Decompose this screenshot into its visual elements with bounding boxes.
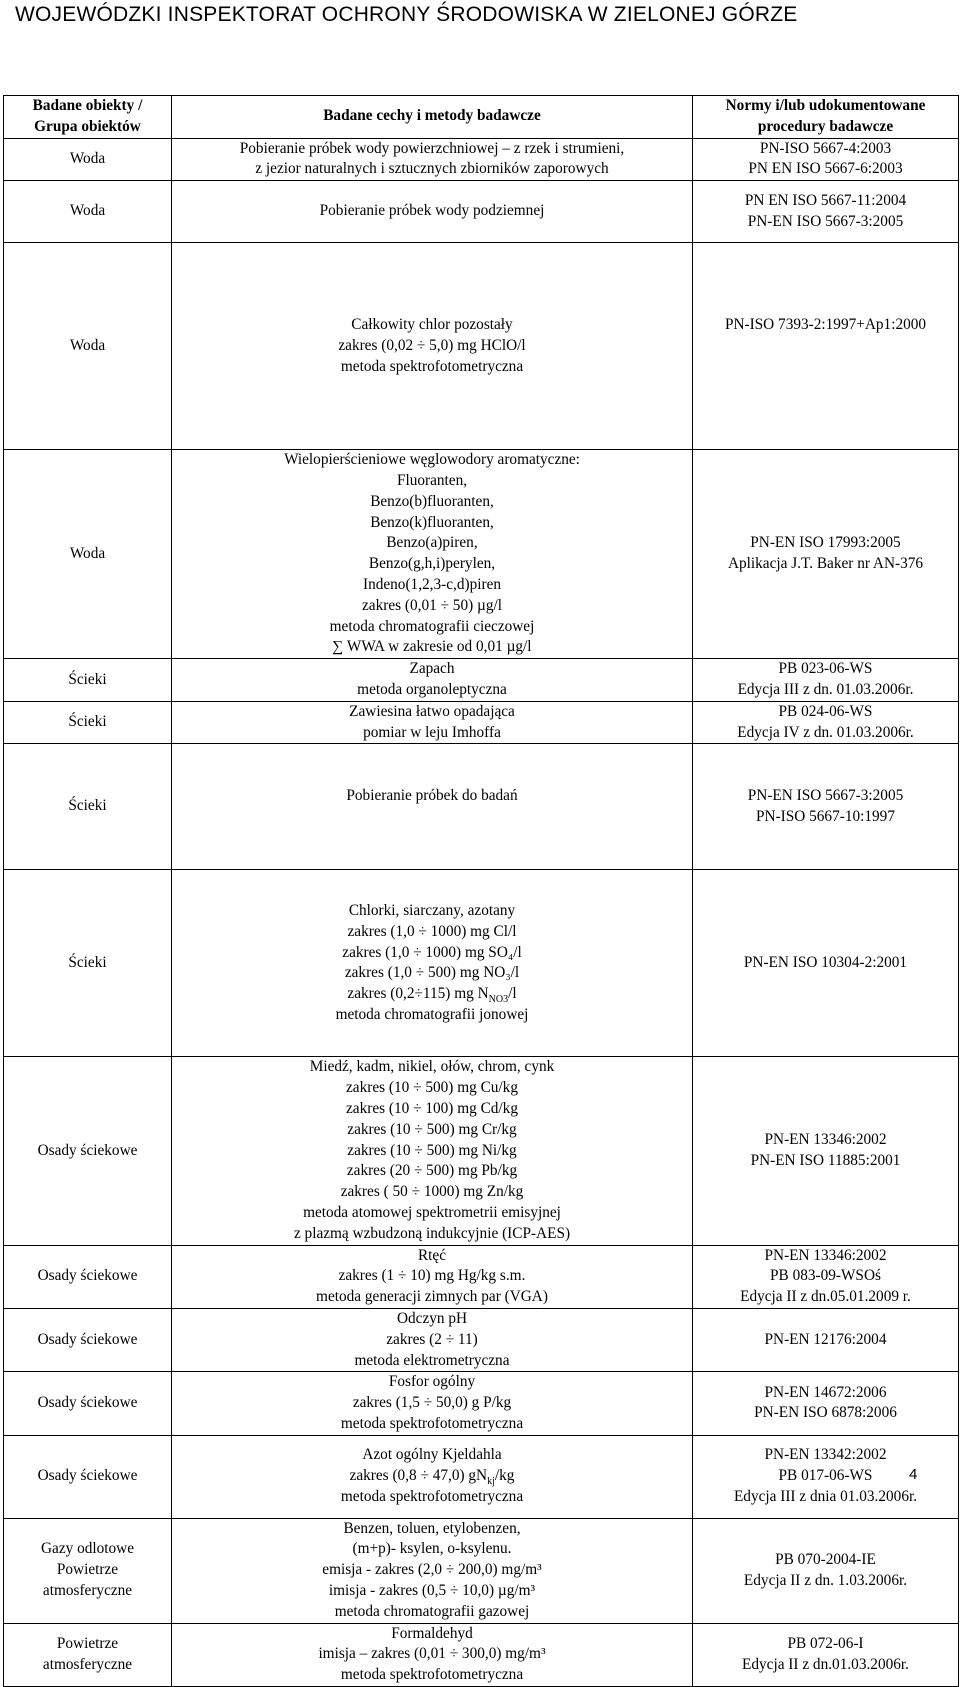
norms-cell: [693, 870, 959, 1057]
text-line: Zapach: [409, 660, 455, 678]
features-cell: [172, 1372, 693, 1435]
norms-cell: [693, 1435, 959, 1518]
text-line: PB 070-2004-IE: [775, 1550, 876, 1568]
page-number: 4: [909, 1466, 918, 1483]
text-line: PB 023-06-WS: [778, 660, 873, 678]
text-line: PN-EN 14672:2006: [764, 1383, 887, 1401]
table-row: [4, 1435, 959, 1518]
text-line: zakres (0,8 ÷ 47,0) $gN_{kj}/kg$: [349, 1467, 515, 1488]
table-row: [4, 181, 959, 243]
text-line: PN-EN ISO 5667-3:2005: [747, 787, 904, 805]
text-line: Gazy odlotowe: [40, 1540, 135, 1558]
text-line: ∑ WWA w zakresie od 0,01 µg/l: [332, 638, 532, 656]
text-line: PN-EN ISO 5667-3:2005: [747, 212, 904, 230]
features-cell: [172, 1435, 693, 1518]
text-line: Wielopierścieniowe węglowodory aromatyczne:: [284, 451, 580, 469]
object-cell: [4, 744, 172, 870]
text-line: Całkowity chlor pozostały: [351, 315, 513, 333]
norms-cell: [693, 1245, 959, 1308]
text-line: metoda spektrofotometryczna: [340, 357, 524, 375]
text-line: Osady ściekowe: [37, 1394, 138, 1412]
text-line: zakres (1,5 ÷ 50,0) g P/kg: [352, 1394, 512, 1412]
table-row: [4, 870, 959, 1057]
text-line: zakres ( 50 ÷ 1000) mg Zn/kg: [340, 1183, 524, 1201]
text-line: Badane cechy i metody badawcze: [323, 107, 541, 125]
features-cell: [172, 181, 693, 243]
features-cell: [172, 1057, 693, 1245]
object-cell: [4, 1372, 172, 1435]
text-line: Edycja IV z dn. 01.03.2006r.: [737, 723, 914, 741]
text-line: Ścieki: [68, 713, 107, 731]
text-line: Fosfor ogólny: [388, 1373, 476, 1391]
text-line: Grupa obiektów: [34, 117, 141, 135]
text-line: zakres (1,0 ÷ 1000) mg Cl/l: [347, 922, 517, 940]
table-row: [4, 701, 959, 744]
norms-cell: [693, 744, 959, 870]
text-line: Fluoranten,: [396, 471, 468, 489]
text-line: zakres (0,01 ÷ 50) µg/l: [362, 596, 502, 614]
text-line: PN EN ISO 5667-6:2003: [748, 160, 903, 178]
norms-cell: [693, 450, 959, 659]
text-line: Edycja III z dn. 01.03.2006r.: [737, 680, 914, 698]
text-line: zakres (1,0 ÷ 1000) mg SO₄/l: [342, 943, 522, 961]
text-line: metoda chromatografii gazowej: [334, 1602, 530, 1620]
text-line: Ścieki: [68, 797, 107, 815]
text-line: metoda elektrometryczna: [354, 1351, 510, 1369]
text-line: Pobieranie próbek wody podziemnej: [319, 202, 545, 220]
text-line: z plazmą wzbudzoną indukcyjnie (ICP-AES): [293, 1224, 571, 1242]
text-line: metoda generacji zimnych par (VGA): [316, 1288, 548, 1306]
text-line: Pobieranie próbek do badań: [346, 787, 518, 805]
norms-cell: [693, 1623, 959, 1686]
header-norms: [693, 96, 959, 139]
text-line: atmosferyczne: [42, 1655, 133, 1673]
text-line: Benzo(a)piren,: [386, 534, 478, 552]
norms-cell: [693, 1308, 959, 1371]
text-line: Badane obiekty /: [32, 97, 143, 114]
text-line: PN EN ISO 5667-11:2004: [744, 191, 907, 209]
table-row: [4, 1518, 959, 1623]
text-line: metoda chromatografii jonowej: [335, 1005, 529, 1023]
text-line: PN-EN 12176:2004: [764, 1330, 887, 1348]
features-cell: [172, 659, 693, 702]
text-line: Chlorki, siarczany, azotany: [348, 901, 516, 919]
text-line: Woda: [69, 336, 106, 354]
text-line: zakres (10 ÷ 100) mg Cd/kg: [346, 1099, 518, 1117]
text-line: PN-EN ISO 6878:2006: [754, 1404, 897, 1422]
text-line: Powietrze: [56, 1635, 119, 1653]
object-cell: [4, 1057, 172, 1245]
text-line: metoda organoleptyczna: [357, 680, 507, 698]
features-cell: [172, 1245, 693, 1308]
header-objects: [4, 96, 172, 139]
text-line: metoda atomowej spektrometrii emisyjnej: [303, 1203, 561, 1221]
text-line: PN-EN 13342:2002: [764, 1446, 887, 1464]
text-line: Miedź, kadm, nikiel, ołów, chrom, cynk: [309, 1058, 555, 1076]
text-line: Osady ściekowe: [37, 1267, 138, 1285]
text-line: [696, 336, 955, 357]
text-line: Edycja II z dn. 1.03.2006r.: [743, 1571, 908, 1589]
text-line: Indeno(1,2,3-c,d)piren: [362, 575, 502, 593]
text-line: PN-EN 13346:2002: [764, 1131, 887, 1149]
text-line: PN-ISO 5667-4:2003: [759, 139, 892, 157]
features-cell: [172, 744, 693, 870]
text-line: Woda: [69, 202, 106, 220]
text-line: PN-EN ISO 10304-2:2001: [743, 953, 908, 971]
norms-cell: [693, 701, 959, 744]
object-cell: [4, 450, 172, 659]
text-line: PN-EN ISO 11885:2001: [750, 1151, 901, 1169]
text-line: emisja - zakres (2,0 ÷ 200,0) mg/m³: [322, 1561, 542, 1579]
header-features: [172, 96, 693, 139]
text-line: Edycja II z dn.01.03.2006r.: [742, 1655, 909, 1673]
text-line: PB 017-06-WS: [778, 1467, 873, 1485]
text-line: Benzo(b)fluoranten,: [370, 492, 494, 510]
norms-cell: [693, 659, 959, 702]
text-line: Odczyn pH: [396, 1309, 468, 1327]
text-line: Zawiesina łatwo opadająca: [349, 702, 515, 720]
text-line: Edycja III z dnia 01.03.2006r.: [733, 1488, 918, 1506]
norms-cell: [693, 138, 959, 181]
table-row: [4, 1057, 959, 1245]
object-cell: [4, 870, 172, 1057]
text-line: Osady ściekowe: [37, 1141, 138, 1159]
text-line: (m+p)- ksylen, o-ksylenu.: [352, 1540, 512, 1558]
text-line: [175, 807, 689, 828]
text-line: Pobieranie próbek wody powierzchniowej – z rzek i strumieni,: [239, 139, 625, 157]
text-line: zakres (1 ÷ 10) mg Hg/kg s.m.: [338, 1267, 526, 1285]
text-line: imisja – zakres (0,01 ÷ 300,0) mg/m³: [318, 1645, 546, 1663]
norms-cell: [693, 181, 959, 243]
norms-cell: [693, 1518, 959, 1623]
object-cell: [4, 1435, 172, 1518]
table-row: [4, 243, 959, 450]
text-line: Osady ściekowe: [37, 1330, 138, 1348]
table-header-row: [4, 96, 959, 139]
text-line: imisja - zakres (0,5 ÷ 10,0) µg/m³: [328, 1582, 536, 1600]
text-line: metoda spektrofotometryczna: [340, 1488, 524, 1506]
table-row: [4, 744, 959, 870]
text-line: Rtęć: [417, 1246, 447, 1264]
page-title: WOJEWÓDZKI INSPEKTORAT OCHRONY ŚRODOWISKA W ZIELONEJ GÓRZE: [15, 3, 798, 26]
features-cell: [172, 1623, 693, 1686]
text-line: Osady ściekowe: [37, 1467, 138, 1485]
text-line: zakres (10 ÷ 500) mg Cr/kg: [347, 1120, 517, 1138]
object-cell: [4, 1245, 172, 1308]
table-row: [4, 659, 959, 702]
features-cell: [172, 450, 693, 659]
text-line: zakres (1,0 ÷ 500) mg NO₃/l: [344, 964, 520, 982]
table-row: [4, 450, 959, 659]
text-line: atmosferyczne: [42, 1582, 133, 1600]
features-cell: [172, 701, 693, 744]
text-line: procedury badawcze: [757, 117, 894, 135]
text-line: zakres (0,02 ÷ 5,0) mg HClO/l: [338, 336, 526, 354]
features-cell: [172, 243, 693, 450]
text-line: zakres (10 ÷ 500) mg Ni/kg: [347, 1141, 517, 1159]
features-cell: [172, 1308, 693, 1371]
text-line: PN-ISO 7393-2:1997+Ap1:2000: [724, 315, 927, 333]
table-row: [4, 1372, 959, 1435]
text-line: Edycja II z dn.05.01.2009 r.: [740, 1288, 911, 1306]
norms-cell: [693, 1372, 959, 1435]
text-line: Formaldehyd: [391, 1624, 473, 1642]
text-line: Woda: [69, 149, 106, 167]
table-row: [4, 1245, 959, 1308]
features-cell: [172, 138, 693, 181]
text-line: PN-EN 13346:2002: [764, 1246, 887, 1264]
text-line: Woda: [69, 544, 106, 562]
object-cell: [4, 1623, 172, 1686]
text-line: zakres (2 ÷ 11): [386, 1330, 478, 1348]
text-line: PB 072-06-I: [787, 1635, 864, 1653]
object-cell: [4, 181, 172, 243]
object-cell: [4, 1308, 172, 1371]
text-line: pomiar w leju Imhoffa: [363, 723, 501, 741]
object-cell: [4, 659, 172, 702]
text-line: Normy i/lub udokumentowane: [725, 97, 926, 114]
methods-table: [3, 95, 959, 1687]
text-line: zakres (10 ÷ 500) mg Cu/kg: [346, 1079, 518, 1097]
text-line: PN-EN ISO 17993:2005: [750, 534, 901, 552]
text-line: Benzo(k)fluoranten,: [370, 513, 494, 531]
table-row: [4, 1623, 959, 1686]
object-cell: [4, 243, 172, 450]
object-cell: [4, 701, 172, 744]
text-line: Benzen, toluen, etylobenzen,: [343, 1519, 521, 1537]
text-line: zakres (20 ÷ 500) mg Pb/kg: [346, 1162, 518, 1180]
text-line: zakres (0,2÷115) mg $N_{NO3}/l$: [347, 985, 517, 1006]
text-line: Ścieki: [68, 670, 107, 688]
text-line: metoda spektrofotometryczna: [340, 1414, 524, 1432]
text-line: Benzo(g,h,i)perylen,: [368, 555, 496, 573]
table-row: [4, 138, 959, 181]
text-line: metoda chromatografii cieczowej: [329, 617, 535, 635]
object-cell: [4, 1518, 172, 1623]
text-line: Powietrze: [56, 1561, 119, 1579]
features-cell: [172, 870, 693, 1057]
text-line: PB 024-06-WS: [778, 702, 873, 720]
text-line: PB 083-09-WSOś: [770, 1267, 881, 1285]
text-line: Azot ogólny Kjeldahla: [362, 1446, 502, 1464]
features-cell: [172, 1518, 693, 1623]
text-line: metoda spektrofotometryczna: [340, 1666, 524, 1684]
norms-cell: [693, 1057, 959, 1245]
text-line: PN-ISO 5667-10:1997: [756, 807, 895, 825]
text-line: Ścieki: [68, 953, 107, 971]
text-line: [696, 357, 955, 378]
object-cell: [4, 138, 172, 181]
text-line: Aplikacja J.T. Baker nr AN-376: [727, 555, 924, 573]
table-row: [4, 1308, 959, 1371]
norms-cell: [693, 243, 959, 450]
text-line: z jezior naturalnych i sztucznych zbiorników zaporowych: [255, 160, 609, 178]
